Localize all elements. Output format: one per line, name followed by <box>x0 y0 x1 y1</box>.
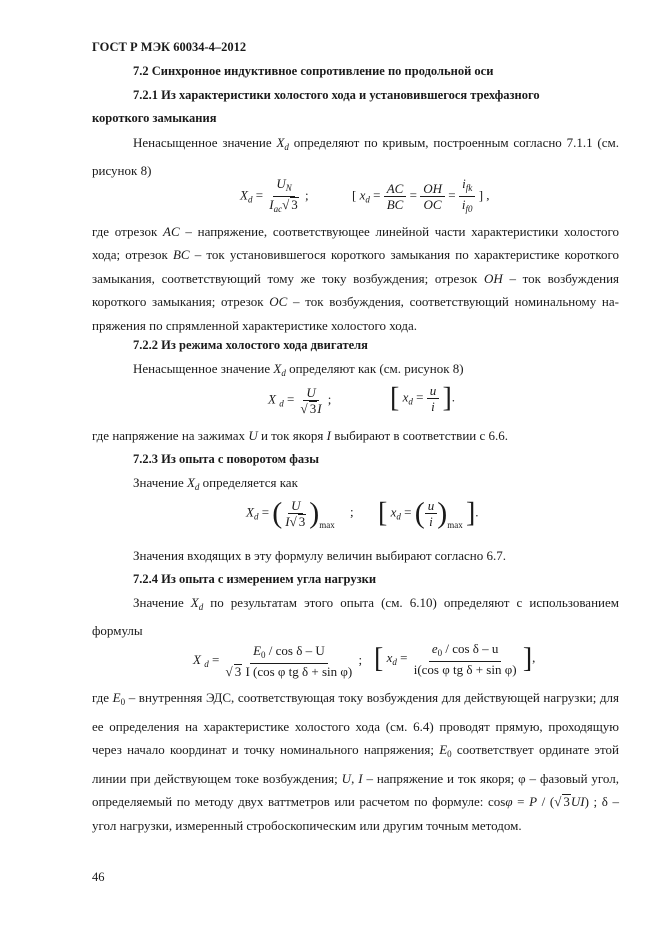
formula-xd-no-load-relative: [ $x_d$ = $\frac{u}{i}$ ]. <box>390 382 456 414</box>
formula-xd-phase-relative: [ $x_d$ = ( $\frac{u}{i}$ )$_{max}$ ]. <box>378 496 479 531</box>
heading-7-2-3: 7.2.3 Из опыта с поворотом фазы <box>133 452 319 466</box>
paragraph-values-6-7: Значения входящих в эту формулу величин выбирают согласно 6.7. <box>133 548 506 563</box>
heading-7-2-1: 7.2.1 Из характеристики холостого хода и установившегося трехфазного <box>133 88 540 102</box>
paragraph-load-angle: Значение $X_d$ по результатам этого опыта (см. 6.10) определяют с использованием формулы <box>92 595 619 639</box>
formula-xd-load-angle: X $_d$ = $\frac{E_0 / \cos \delta - U}{\text{√ 3 I (cos φ tg δ + sin φ)}}$ ; <box>193 643 363 679</box>
formula-xd-ratio: [ $x_d$ = $\frac{AC}{BC}$ = $\frac{OH}{OC}$ = $\frac{i_{fk}}{i_{f0}}$ ] , <box>352 176 490 214</box>
formula-xd-load-angle-relative: [ $x_d$ = $\frac{e_0 / \cos \delta - u}{\text{i(cos φ tg δ + sin φ)}}$ ], <box>374 641 536 677</box>
formula-xd-phase: $X_d$ = ( $\frac{U}{I√ 3}$ )$_{max}$ ; <box>246 496 354 531</box>
document-header: ГОСТ Р МЭК 60034-4–2012 <box>92 40 247 54</box>
formula-xd-no-load: X $_d$ = $\frac{U}{√ 3I}$ ; <box>268 385 332 416</box>
heading-7-2-2: 7.2.2 Из режима холостого хода двигателя <box>133 338 368 352</box>
formula-xd-ac-bc: $X_d$ = $\frac{U_N}{I_{ac}√ 3}$ ; <box>240 176 309 214</box>
page-number: 46 <box>92 870 105 884</box>
heading-7-2-1-cont: короткого замыкания <box>92 111 217 125</box>
paragraph-voltage-current: где напряжение на зажимах U и ток якоря I выбирают в соответствии с 6.6. <box>92 428 509 443</box>
paragraph-xd-no-load: Ненасыщенное значение $X_d$ определяют как (см. рисунок 8) <box>133 361 464 378</box>
paragraph-e0-definition: где $E_0$ – внутренняя ЭДС, соответствующая току возбуждения для действующей нагрузки; для ее определения на характеристике холостого хода (см. 6.4) проводят прямую, проходящую через начало координат и точку номинального напряжения; $E_0$ соответствует ординате этой линии при действующем токе возбуждения; U, I – напряжение и ток якоря; φ – фазовый угол, определяемый по методу двух ваттметров или расчетом по формуле: cosφ = P / (√ 3UI) ; δ – угол нагрузки, измеренный стробоскопическим или другим точным методом. <box>92 690 619 833</box>
heading-7-2: 7.2 Синхронное индуктивное сопротивление по продольной оси <box>133 64 494 78</box>
heading-7-2-4: 7.2.4 Из опыта с измерением угла нагрузки <box>133 572 377 586</box>
paragraph-xd-defined: Значение $X_d$ определяется как <box>133 475 298 492</box>
paragraph-segments: где отрезок AC – напряжение, соответствующее линейной части характеристики холостого хода; отрезок BC – ток установившегося короткого замыкания по характеристике короткого замыкания, соответствующий тому же току возбуждения; отрезок OH – ток возбуждения короткого замыкания; отрезок OC – ток возбуждения, соответствующий номинальному напряжения по спрямленной характеристике холостого хода. <box>92 224 620 333</box>
paragraph-xd-curves: Ненасыщенное значение $X_d$ определяют по кривым, построенным согласно 7.1.1 (см. рисунок 8) <box>92 135 619 179</box>
